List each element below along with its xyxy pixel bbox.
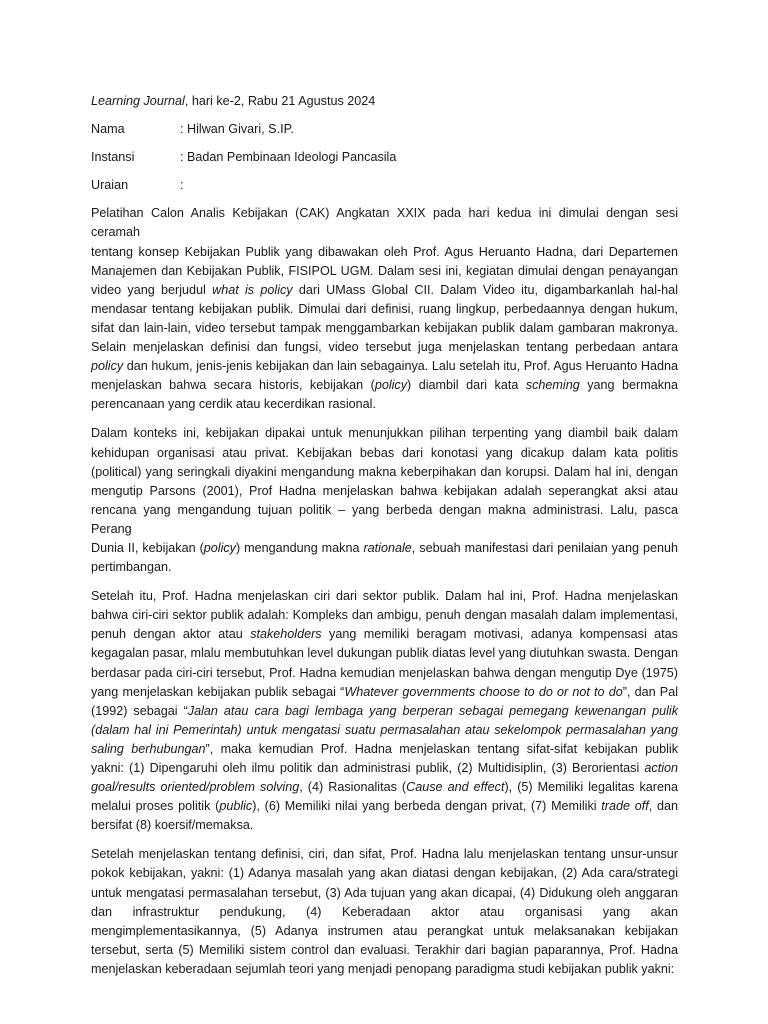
italic-text: saling berhubungan [91, 741, 206, 756]
text-run: (1992) sebagai “ [91, 703, 188, 718]
paragraph-line [91, 884, 678, 903]
paragraph-line [91, 424, 678, 443]
paragraph-line [91, 625, 678, 644]
paragraph-line [91, 482, 678, 501]
text-run: dan hukum, jenis-jenis kebijakan dan lain sebagainya. Lalu setelah itu, Prof. Agus Heruanto Hadna [123, 359, 678, 374]
text-run: ) diambil dari kata [407, 378, 526, 393]
text-run: ), (6) Memiliki nilai yang berbeda dengan privat, (7) Memiliki [252, 799, 602, 814]
paragraph-line [91, 922, 678, 941]
paragraph-line [91, 864, 678, 883]
paragraph-line [91, 444, 678, 463]
paragraph-line [91, 606, 678, 625]
text-run: (political) yang seringkali diyakini mengandung makna keberpihakan dan korupsi. Dalam hal ini, dengan [91, 464, 678, 479]
paragraph-line [91, 281, 678, 300]
paragraph-line [91, 941, 678, 960]
italic-text: trade off [601, 799, 649, 814]
paragraph-line [91, 903, 678, 922]
text-run: yang menjelaskan kebijakan publik sebagai “ [91, 684, 345, 699]
text-run: , dan [648, 799, 678, 814]
body-paragraph [91, 587, 678, 835]
meta-label: Uraian [91, 178, 129, 193]
body-paragraph [91, 424, 678, 577]
text-run: untuk mengatasi permasalahan tersebut, (3) Ada tujuan yang akan dicapai, (4) Didukung oleh anggaran [91, 885, 678, 900]
meta-row-nama [91, 120, 678, 139]
text-run: tentang konsep Kebijakan Publik yang dibawakan oleh Prof. Agus Heruanto Hadna, dari Departemen [91, 244, 678, 259]
journal-heading [91, 92, 678, 111]
text-run: kegagalan pasar, mlalu membutuhkan level dukungan publik diatas level yang diutuhkan swasta. Dengan [91, 646, 678, 661]
text-run: video yang berjudul [91, 282, 213, 297]
text-run: mengimplementasikannya, (5) Adanya instrumen atau perangkat untuk melaksanakan kebijakan [91, 923, 678, 938]
text-run: bahwa ciri-ciri sektor publik adalah: Kompleks dan ambigu, penuh dengan masalah dalam implementasi, [91, 608, 678, 623]
text-run: Selain menjelaskan definisi dan fungsi, video tersebut juga menjelaskan tentang perbedaan antara [91, 340, 678, 355]
journal-heading-rest: , hari ke-2, Rabu 21 Agustus 2024 [184, 94, 376, 108]
text-run: kehidupan organisasi atau privat. Kebijakan bebas dari konotasi yang dicakup dalam kata politis [91, 445, 678, 460]
italic-text: rationale [363, 540, 412, 555]
text-run: sifat dan lain-lain, video tersebut tampak menggambarkan kebijakan publik dalam gambaran makronya. [91, 320, 678, 335]
italic-text: policy [374, 378, 408, 393]
italic-text: stakeholders [250, 627, 322, 642]
italic-text: Cause and effect [406, 780, 505, 795]
italic-text: scheming [525, 378, 580, 393]
body-paragraphs [91, 204, 678, 979]
text-run: yakni: (1) Dipengaruhi oleh ilmu politik dan administrasi publik, (2) Multidisiplin, (3) Berorientasi [91, 761, 645, 775]
text-run: ”, maka kemudian Prof. Hadna menjelaskan tentang sifat-sifat kebijakan publik [205, 741, 678, 756]
paragraph-line [91, 797, 678, 816]
paragraph-line [91, 338, 678, 357]
meta-value: : [180, 178, 184, 193]
paragraph-line [91, 204, 678, 242]
text-run: yang memiliki beragam motivasi, adanya kompensasi atas [321, 627, 678, 642]
text-run: Dunia II, kebijakan ( [91, 540, 204, 555]
italic-text: action [644, 761, 678, 775]
paragraph-line [91, 644, 678, 663]
paragraph-line [91, 357, 678, 376]
text-run: Pelatihan Calon Analis Kebijakan (CAK) Angkatan XXIX pada hari kedua ini dimulai dengan sesi ceramah [91, 206, 678, 240]
paragraph-line [91, 319, 678, 338]
paragraph-line [91, 243, 678, 262]
text-run: Manajemen dan Kebijakan Publik, FISIPOL UGM. Dalam sesi ini, kegiatan dimulai dengan penayangan [91, 263, 678, 278]
italic-text: goal/results oriented/problem solving [91, 780, 300, 795]
text-run: bersifat (8) koersif/memaksa. [91, 818, 254, 833]
italic-text: Jalan atau cara bagi lembaga yang berperan sebagai pemegang kewenangan pulik [187, 703, 678, 718]
italic-text: what is policy [212, 282, 293, 297]
paragraph-line [91, 721, 678, 740]
meta-value: : Badan Pembinaan Ideologi Pancasila [180, 150, 397, 165]
paragraph-line [91, 664, 678, 683]
text-run: , sebuah manifestasi dari penilaian yang penuh [411, 540, 678, 555]
paragraph-line [91, 845, 678, 864]
text-run: dari UMass Global CII. Dalam Video itu, digambarkanlah hal-hal [292, 282, 678, 297]
paragraph-line [91, 683, 678, 702]
paragraph-line [91, 501, 678, 539]
text-run: Dalam konteks ini, kebijakan dipakai untuk menunjukkan pilihan terpenting yang diambil baik dalam [91, 426, 678, 441]
italic-text: Whatever governments choose to do or not to do [344, 684, 623, 699]
paragraph-line [91, 759, 678, 778]
text-run: mengutip Parsons (2001), Prof Hadna menjelaskan bahwa kebijakan adalah seperangkat aksi atau [91, 483, 678, 498]
journal-heading-italic: Learning Journal [91, 94, 185, 108]
text-run: rencana yang mengandung tujuan politik – yang berbeda dengan makna administrasi. Lalu, pasca Perang [91, 502, 678, 536]
text-run: pokok kebijakan, yakni: (1) Adanya masalah yang akan diatasi dengan kebijakan, (2) Ada cara/strategi [91, 866, 678, 881]
text-run: berdasar pada ciri-ciri tersebut, Prof. Hadna kemudian menjelaskan bahwa dengan mengutip Dye (1975) [91, 665, 678, 680]
italic-text: policy [91, 359, 124, 374]
paragraph-line [91, 262, 678, 281]
paragraph-line [91, 558, 678, 577]
journal-content [91, 92, 678, 989]
italic-text: (dalam hal ini Pemerintah) untuk mengatasi suatu permasalahan atau sekelompok permasalahan yang [91, 722, 678, 737]
meta-label: Nama [91, 122, 125, 137]
text-run: ), (5) Memiliki legalitas karena [504, 780, 678, 795]
text-run: ”, dan Pal [622, 684, 679, 699]
text-run: pertimbangan. [91, 560, 172, 575]
paragraph-line [91, 539, 678, 558]
text-run: ) mengandung makna [235, 540, 364, 555]
meta-row-instansi [91, 148, 678, 167]
text-run: tersebut, serta (5) Memiliki sistem control dan evaluasi. Terakhir dari bagian paparannya, Prof. Hadna [91, 942, 678, 957]
text-run: perencanaan yang cerdik atau kecerdikan rasional. [91, 397, 376, 412]
paragraph-line [91, 960, 678, 979]
meta-row-uraian [91, 176, 678, 195]
paragraph-line [91, 587, 678, 606]
paragraph-line [91, 376, 678, 395]
text-run: Setelah menjelaskan tentang definisi, ciri, dan sifat, Prof. Hadna lalu menjelaskan tentang unsur-unsur [91, 847, 678, 862]
body-paragraph [91, 204, 678, 414]
paragraph-line [91, 740, 678, 759]
text-run: melalui proses politik ( [91, 799, 220, 814]
text-run: penuh dengan aktor atau [91, 627, 251, 642]
meta-label: Instansi [91, 150, 135, 165]
text-run: Setelah itu, Prof. Hadna menjelaskan ciri dari sektor publik. Dalam hal ini, Prof. Hadna menjelaskan [91, 589, 678, 604]
paragraph-line [91, 702, 678, 721]
body-paragraph [91, 845, 678, 979]
text-run: menjelaskan bahwa secara historis, kebijakan ( [91, 378, 375, 393]
paragraph-line [91, 778, 678, 797]
italic-text: policy [203, 540, 236, 555]
italic-text: public [219, 799, 253, 814]
text-run: mendasar tentang kebijakan publik. Dimulai dari definisi, ruang lingkup, perbedaannya dengan hukum, [91, 301, 678, 316]
text-run: , (4) Rasionalitas ( [299, 780, 407, 795]
paragraph-line [91, 816, 678, 835]
text-run: dan infrastruktur pendukung, (4) Keberadaan aktor atau organisasi yang akan [91, 904, 678, 919]
paragraph-line [91, 300, 678, 319]
text-run: menjelaskan keberadaan sejumlah teori yang menjadi penopang paradigma studi kebijakan publik yakni: [91, 961, 675, 976]
paragraph-line [91, 463, 678, 482]
meta-value: : Hilwan Givari, S.IP. [180, 122, 294, 137]
text-run: yang bermakna [579, 378, 679, 393]
paragraph-line [91, 395, 678, 414]
